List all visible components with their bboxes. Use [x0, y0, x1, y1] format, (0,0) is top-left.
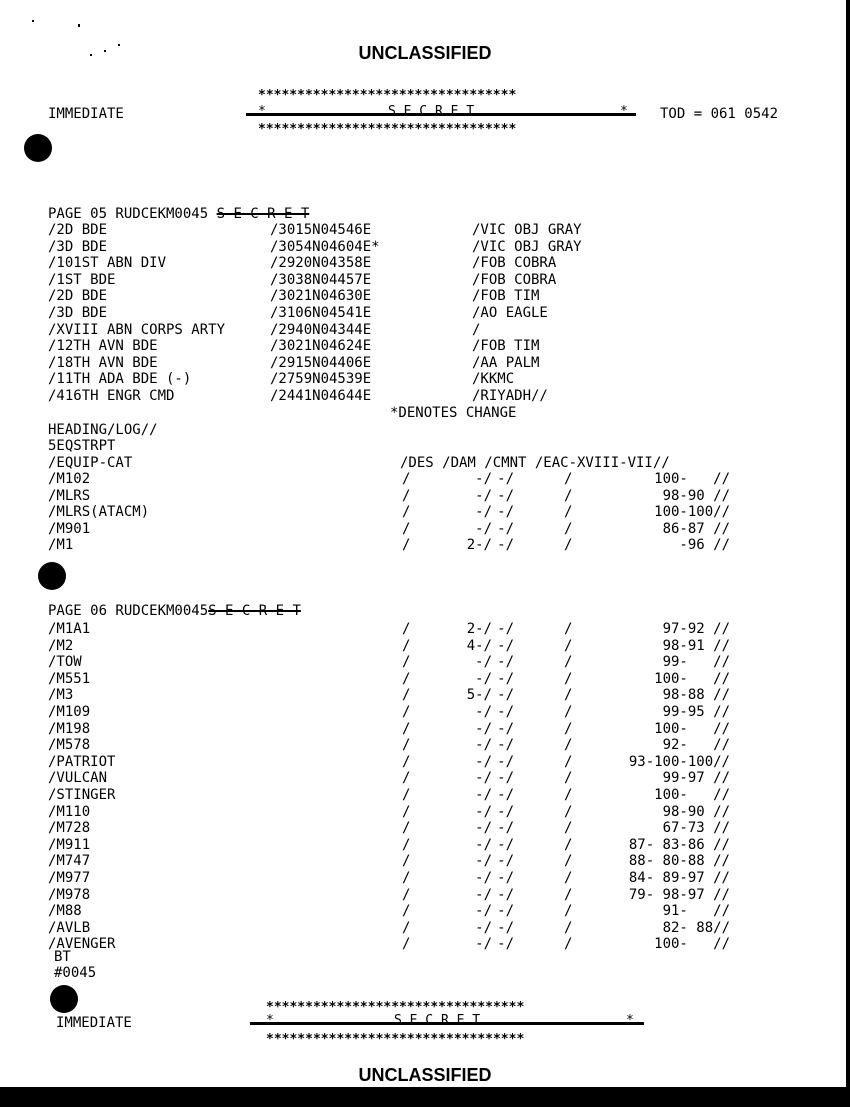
- eac-value: 98-90 //: [662, 487, 730, 504]
- punch-hole: [24, 134, 52, 162]
- dam-value: -/: [475, 520, 492, 537]
- unit-name: /3D BDE: [48, 238, 108, 255]
- equipment-row: [48, 621, 748, 638]
- equipment-row: [48, 721, 748, 738]
- equipment-row: [48, 870, 748, 887]
- des-value: /: [402, 919, 411, 936]
- des-value: /: [402, 803, 411, 820]
- des-value: /: [402, 504, 411, 521]
- location-row: [48, 371, 748, 388]
- secret-star-right: *: [620, 104, 628, 119]
- location-row: [48, 288, 748, 305]
- sep-value: /: [564, 504, 573, 521]
- cmnt-value: -/: [497, 520, 514, 537]
- dam-value: -/: [475, 703, 492, 720]
- sep-value: /: [564, 886, 573, 903]
- cmnt-value: -/: [497, 853, 514, 870]
- dam-value: -/: [475, 504, 492, 521]
- secret-star-left: *: [258, 104, 266, 119]
- unit-name: /11TH ADA BDE (-): [48, 371, 192, 388]
- heading-log: HEADING/LOG//: [48, 422, 158, 438]
- change-note: *DENOTES CHANGE: [390, 405, 517, 421]
- sep-value: /: [564, 654, 573, 671]
- equipment-row: [48, 887, 748, 904]
- grid-coordinate: /2915N04406E: [270, 354, 372, 371]
- punch-hole: [50, 985, 78, 1013]
- equipment-row: [48, 754, 748, 771]
- eac-value: 92- //: [662, 737, 730, 754]
- classification-bottom: UNCLASSIFIED: [358, 1065, 492, 1085]
- eac-value: 100- //: [654, 786, 730, 803]
- location-list: [48, 222, 748, 405]
- location-name: /FOB TIM: [472, 288, 540, 305]
- sep-value: /: [564, 936, 573, 953]
- unit-name: /416TH ENGR CMD: [48, 387, 175, 404]
- equipment-name: /M911: [48, 836, 91, 853]
- location-row: [48, 222, 748, 239]
- grid-coordinate: /2920N04358E: [270, 255, 372, 272]
- cmnt-value: -/: [497, 654, 514, 671]
- cmnt-value: -/: [497, 504, 514, 521]
- equip-columns-header: /DES /DAM /CMNT /EAC-XVIII-VII//: [400, 455, 670, 471]
- des-value: /: [402, 670, 411, 687]
- equipment-name: /M728: [48, 820, 91, 837]
- unit-name: /3D BDE: [48, 304, 108, 321]
- eac-value: 87- 83-86 //: [628, 836, 730, 853]
- equipment-row: [48, 638, 748, 655]
- location-row: [48, 272, 748, 289]
- grid-coordinate: /3054N04604E*: [270, 238, 380, 255]
- dam-value: -/: [475, 770, 492, 787]
- precedence-top: IMMEDIATE: [48, 106, 124, 122]
- des-value: /: [402, 786, 411, 803]
- eac-value: 98-90 //: [662, 803, 730, 820]
- equipment-row: [48, 804, 748, 821]
- equipment-row: [48, 770, 748, 787]
- page05-header: PAGE 05 RUDCEKM0045 S E C R E T: [48, 206, 310, 222]
- secret-banner-bottom: S E C R E T: [394, 1013, 481, 1028]
- cmnt-value: -/: [497, 670, 514, 687]
- equipment-name: /STINGER: [48, 786, 116, 803]
- des-value: /: [402, 886, 411, 903]
- sep-value: /: [564, 621, 573, 637]
- location-name: /AO EAGLE: [472, 304, 548, 321]
- des-value: /: [402, 621, 411, 637]
- equipment-name: /AVENGER: [48, 936, 116, 953]
- equipment-row: [48, 820, 748, 837]
- dam-value: -/: [475, 471, 492, 487]
- eac-value: 88- 80-88 //: [628, 853, 730, 870]
- unit-name: /18TH AVN BDE: [48, 354, 158, 371]
- grid-coordinate: /3021N04624E: [270, 338, 372, 355]
- eac-value: 100- //: [654, 936, 730, 953]
- eac-value: -96 //: [679, 537, 730, 554]
- sep-value: /: [564, 520, 573, 537]
- equipment-row: [48, 654, 748, 671]
- grid-coordinate: /3106N04541E: [270, 304, 372, 321]
- stars-top-upper: *********************************: [258, 88, 517, 103]
- equipment-name: /TOW: [48, 654, 82, 671]
- eac-value: 98-88 //: [662, 687, 730, 704]
- equipment-row: [48, 521, 748, 538]
- sep-value: /: [564, 720, 573, 737]
- equipment-row: [48, 687, 748, 704]
- sep-value: /: [564, 637, 573, 654]
- des-value: /: [402, 637, 411, 654]
- des-value: /: [402, 654, 411, 671]
- des-value: /: [402, 537, 411, 554]
- equipment-name: /M109: [48, 703, 91, 720]
- secret-banner-top: S E C R E T: [388, 104, 475, 119]
- scan-edge-right: [846, 0, 850, 1107]
- eac-value: 79- 98-97 //: [628, 886, 730, 903]
- equipment-name: /PATRIOT: [48, 753, 116, 770]
- sep-value: /: [564, 537, 573, 554]
- equipment-name: /M3: [48, 687, 74, 704]
- equipment-name: /M2: [48, 637, 74, 654]
- sep-value: /: [564, 869, 573, 886]
- eac-value: 100- //: [654, 471, 730, 487]
- equipment-row: [48, 671, 748, 688]
- cmnt-value: -/: [497, 471, 514, 487]
- equipment-table-page05: [48, 471, 748, 554]
- eac-value: 98-91 //: [662, 637, 730, 654]
- grid-coordinate: /3038N04457E: [270, 271, 372, 288]
- dam-value: -/: [475, 936, 492, 953]
- equipment-name: /M747: [48, 853, 91, 870]
- stars-bottom-lower: *********************************: [266, 1032, 525, 1047]
- equipment-name: /M977: [48, 869, 91, 886]
- dam-value: -/: [475, 919, 492, 936]
- dam-value: -/: [475, 654, 492, 671]
- cmnt-value: -/: [497, 537, 514, 554]
- punch-hole: [38, 562, 66, 590]
- scan-edge-bottom: [0, 1087, 850, 1107]
- equipment-name: /M551: [48, 670, 91, 687]
- des-value: /: [402, 820, 411, 837]
- cmnt-value: -/: [497, 836, 514, 853]
- grid-coordinate: /3021N04630E: [270, 288, 372, 305]
- location-name: /RIYADH//: [472, 387, 548, 404]
- equipment-name: /VULCAN: [48, 770, 108, 787]
- sep-value: /: [564, 753, 573, 770]
- equipment-name: /M901: [48, 520, 91, 537]
- equipment-name: /AVLB: [48, 919, 91, 936]
- cmnt-value: -/: [497, 820, 514, 837]
- equipment-row: [48, 936, 748, 953]
- des-value: /: [402, 687, 411, 704]
- eac-value: 99-97 //: [662, 770, 730, 787]
- equipment-row: [48, 903, 748, 920]
- des-value: /: [402, 853, 411, 870]
- dam-value: -/: [475, 737, 492, 754]
- location-row: [48, 305, 748, 322]
- dam-value: -/: [475, 820, 492, 837]
- sep-value: /: [564, 919, 573, 936]
- equipment-name: /M978: [48, 886, 91, 903]
- equip-cat-header: /EQUIP-CAT: [48, 455, 133, 471]
- sep-value: /: [564, 687, 573, 704]
- dam-value: -/: [475, 753, 492, 770]
- eac-value: 67-73 //: [662, 820, 730, 837]
- sep-value: /: [564, 770, 573, 787]
- sep-value: /: [564, 820, 573, 837]
- eac-value: 93-100-100//: [628, 753, 730, 770]
- dam-value: -/: [475, 487, 492, 504]
- grid-coordinate: /3015N04546E: [270, 222, 372, 238]
- cmnt-value: -/: [497, 803, 514, 820]
- equipment-table-page06: [48, 621, 748, 953]
- location-name: /VIC OBJ GRAY: [472, 222, 582, 238]
- dam-value: 5-/: [466, 687, 492, 704]
- eac-value: 97-92 //: [662, 621, 730, 637]
- secret-star-right: *: [626, 1013, 634, 1028]
- dam-value: 4-/: [466, 637, 492, 654]
- bt-marker: BT: [54, 949, 71, 965]
- eac-value: 84- 89-97 //: [628, 869, 730, 886]
- location-name: /VIC OBJ GRAY: [472, 238, 582, 255]
- sep-value: /: [564, 836, 573, 853]
- dam-value: -/: [475, 836, 492, 853]
- location-name: /FOB TIM: [472, 338, 540, 355]
- eac-value: 100- //: [654, 720, 730, 737]
- equipment-row: [48, 837, 748, 854]
- dam-value: -/: [475, 803, 492, 820]
- equipment-name: /M88: [48, 903, 82, 920]
- location-row: [48, 355, 748, 372]
- sep-value: /: [564, 803, 573, 820]
- eac-value: 100- //: [654, 670, 730, 687]
- dam-value: -/: [475, 786, 492, 803]
- cmnt-value: -/: [497, 869, 514, 886]
- des-value: /: [402, 737, 411, 754]
- des-value: /: [402, 520, 411, 537]
- unit-name: /12TH AVN BDE: [48, 338, 158, 355]
- location-name: /FOB COBRA: [472, 271, 557, 288]
- eac-value: 82- 88//: [662, 919, 730, 936]
- eac-value: 100-100//: [654, 504, 730, 521]
- equipment-row: [48, 488, 748, 505]
- message-number: #0045: [54, 965, 97, 981]
- des-value: /: [402, 936, 411, 953]
- equipment-name: /M198: [48, 720, 91, 737]
- seqstrpt: 5EQSTRPT: [48, 438, 116, 454]
- location-row: [48, 338, 748, 355]
- cmnt-value: -/: [497, 737, 514, 754]
- cmnt-value: -/: [497, 720, 514, 737]
- unit-name: /101ST ABN DIV: [48, 255, 167, 272]
- cmnt-value: -/: [497, 770, 514, 787]
- equipment-row: [48, 504, 748, 521]
- sep-value: /: [564, 903, 573, 920]
- location-row: [48, 239, 748, 256]
- dam-value: -/: [475, 853, 492, 870]
- dam-value: 2-/: [466, 537, 492, 554]
- equipment-name: /M1A1: [48, 621, 91, 637]
- eac-value: 99-95 //: [662, 703, 730, 720]
- sep-value: /: [564, 487, 573, 504]
- unit-name: /1ST BDE: [48, 271, 116, 288]
- des-value: /: [402, 487, 411, 504]
- equipment-name: /M102: [48, 471, 91, 487]
- cmnt-value: -/: [497, 919, 514, 936]
- location-name: /FOB COBRA: [472, 255, 557, 272]
- equipment-row: [48, 471, 748, 488]
- unit-name: /XVIII ABN CORPS ARTY: [48, 321, 226, 338]
- equipment-row: [48, 853, 748, 870]
- equipment-row: [48, 787, 748, 804]
- sep-value: /: [564, 853, 573, 870]
- eac-value: 86-87 //: [662, 520, 730, 537]
- scan-speck: [32, 20, 34, 22]
- stars-bottom-upper: *********************************: [266, 1000, 525, 1015]
- sep-value: /: [564, 670, 573, 687]
- location-name: /AA PALM: [472, 354, 540, 371]
- des-value: /: [402, 903, 411, 920]
- sep-value: /: [564, 471, 573, 487]
- equipment-name: /M110: [48, 803, 91, 820]
- grid-coordinate: /2759N04539E: [270, 371, 372, 388]
- tod-value: TOD = 061 0542: [660, 106, 779, 122]
- equipment-row: [48, 737, 748, 754]
- cmnt-value: -/: [497, 936, 514, 953]
- precedence-bottom: IMMEDIATE: [56, 1015, 132, 1031]
- des-value: /: [402, 703, 411, 720]
- dam-value: -/: [475, 869, 492, 886]
- cmnt-value: -/: [497, 886, 514, 903]
- sep-value: /: [564, 786, 573, 803]
- eac-value: 91- //: [662, 903, 730, 920]
- des-value: /: [402, 471, 411, 487]
- scan-speck: [78, 24, 80, 27]
- des-value: /: [402, 770, 411, 787]
- cmnt-value: -/: [497, 786, 514, 803]
- des-value: /: [402, 720, 411, 737]
- equipment-name: /M578: [48, 737, 91, 754]
- eac-value: 99- //: [662, 654, 730, 671]
- unit-name: /2D BDE: [48, 288, 108, 305]
- secret-star-left: *: [266, 1013, 274, 1028]
- dam-value: -/: [475, 670, 492, 687]
- cmnt-value: -/: [497, 487, 514, 504]
- location-row: [48, 322, 748, 339]
- cmnt-value: -/: [497, 703, 514, 720]
- equipment-row: [48, 920, 748, 937]
- sep-value: /: [564, 703, 573, 720]
- cmnt-value: -/: [497, 903, 514, 920]
- dam-value: -/: [475, 720, 492, 737]
- location-name: /KKMC: [472, 371, 515, 388]
- des-value: /: [402, 753, 411, 770]
- location-row: [48, 255, 748, 272]
- des-value: /: [402, 869, 411, 886]
- equipment-name: /M1: [48, 537, 74, 554]
- equipment-row: [48, 537, 748, 554]
- sep-value: /: [564, 737, 573, 754]
- equipment-name: /MLRS(ATACM): [48, 504, 150, 521]
- equipment-name: /MLRS: [48, 487, 91, 504]
- classification-top: UNCLASSIFIED: [358, 43, 492, 63]
- cmnt-value: -/: [497, 687, 514, 704]
- unit-name: /2D BDE: [48, 222, 108, 238]
- grid-coordinate: /2940N04344E: [270, 321, 372, 338]
- dam-value: -/: [475, 886, 492, 903]
- cmnt-value: -/: [497, 621, 514, 637]
- des-value: /: [402, 836, 411, 853]
- stars-top-lower: *********************************: [258, 122, 517, 137]
- dam-value: 2-/: [466, 621, 492, 637]
- page06-header: PAGE 06 RUDCEKM0045S E C R E T: [48, 603, 301, 619]
- dam-value: -/: [475, 903, 492, 920]
- cmnt-value: -/: [497, 753, 514, 770]
- location-row: [48, 388, 748, 405]
- grid-coordinate: /2441N04644E: [270, 387, 372, 404]
- location-name: /: [472, 321, 481, 338]
- equipment-row: [48, 704, 748, 721]
- cmnt-value: -/: [497, 637, 514, 654]
